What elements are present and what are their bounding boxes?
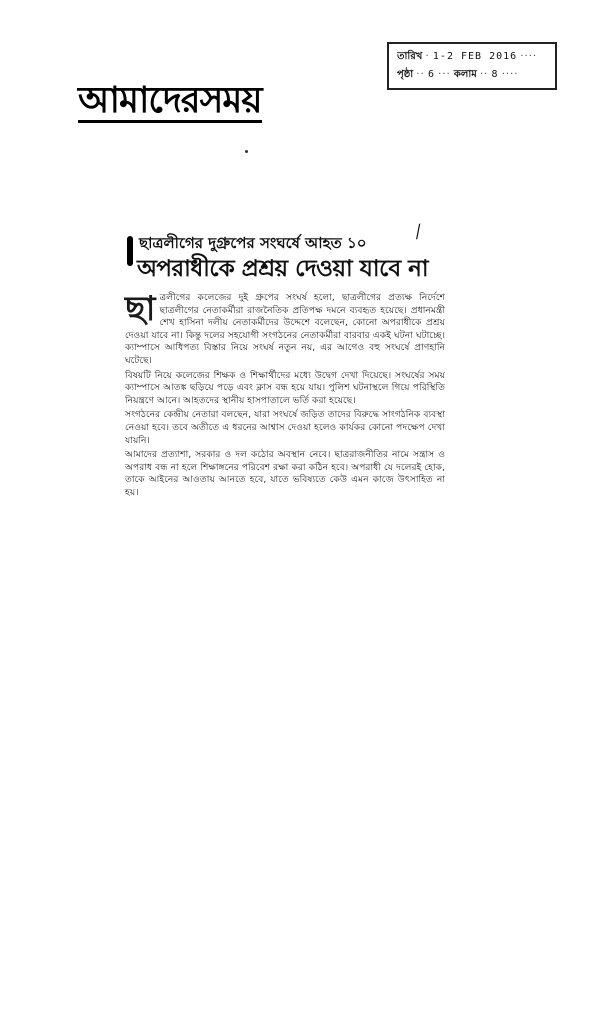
article-paragraph: সংগঠনের কেন্দ্রীয় নেতারা বলছেন, যারা সংঘর্ষে জড়িত তাদের বিরুদ্ধে সাংগঠনিক ব্যবস্থা নেওয়া হবে। তবে অতীতে এ ধরনের আশ্বাস দেওয়া হলেও কার্যকর কোনো পদক্ষেপ দেখা যায়নি। [125, 409, 445, 446]
ink-speck [245, 150, 248, 153]
newspaper-masthead: আমাদেরসময় [78, 79, 262, 121]
stamp-date-label: তারিখ [397, 51, 423, 62]
stamp-column-value: 8 [491, 69, 499, 80]
stamp-column-label: কলাম [453, 69, 477, 80]
article-kicker: ছাত্রলীগের দুগ্রুপের সংঘর্ষে আহত ১০ [125, 232, 445, 254]
article-dropcap: ছা [125, 289, 156, 329]
article-body [125, 289, 445, 500]
stamp-page-row: পৃষ্ঠা ·· 6 ··· কলাম ·· 8 ···· [397, 69, 519, 80]
newspaper-clipping [125, 222, 445, 502]
stamp-date-row: তারিখ · 1-2 FEB 2016 ···· [397, 51, 538, 62]
stamp-page-label: পৃষ্ঠা [397, 69, 414, 80]
stamp-page-value: 6 [427, 69, 435, 80]
article-paragraph: ছাত্রলীগের কলেজের দুই গ্রুপের সংঘর্ষ হলো, ছাত্রলীগের প্রত্যক্ষ নির্দেশে ছাত্রলীগের নেতাকর্মীরা রাজনৈতিক প্রতিপক্ষ দমনে ব্যবহৃত হয়েছে। প্রধানমন্ত্রী শেখ হাসিনা দলীয় নেতাকর্মীদের উদ্দেশে বলেছেন, কোনো অপরাধীকে প্রশ্রয় দেওয়া যাবে না। কিন্তু দলের সহযোগী সংগঠনের নেতাকর্মীরা বারবার একই ঘটনা ঘটাচ্ছে। ক্যাম্পাসে আধিপত্য বিস্তার নিয়ে সংঘর্ষ নতুন নয়, এর আগেও বহু সংঘর্ষে প্রাণহানি ঘটেছে। [125, 289, 445, 366]
stamp-date-value: 1-2 FEB 2016 [432, 51, 518, 62]
archive-stamp [387, 42, 557, 90]
article-paragraph: বিষয়টি নিয়ে কলেজের শিক্ষক ও শিক্ষার্থীদের মধ্যে উদ্বেগ দেখা দিয়েছে। সংঘর্ষের সময় ক্যাম্পাসে আতঙ্ক ছড়িয়ে পড়ে এবং ক্লাস বন্ধ হয়ে যায়। পুলিশ ঘটনাস্থলে গিয়ে পরিস্থিতি নিয়ন্ত্রণে আনে। আহতদের স্থানীয় হাসপাতালে ভর্তি করা হয়েছে। [125, 369, 445, 406]
article-headline: অপরাধীকে প্রশ্রয় দেওয়া যাবে না [137, 256, 429, 282]
pen-mark-icon: ⁄ [413, 222, 424, 243]
article-paragraph: আমাদের প্রত্যাশা, সরকার ও দল কঠোর অবস্থান নেবে। ছাত্ররাজনীতির নামে সন্ত্রাস ও অপরাধ বন্ধ না হলে শিক্ষাঙ্গনের পরিবেশ রক্ষা করা কঠিন হবে। অপরাধী যে দলেরই হোক, তাকে আইনের আওতায় আনতে হবে, যাতে ভবিষ্যতে কেউ এমন কাজে উৎসাহিত না হয়। [125, 449, 445, 498]
